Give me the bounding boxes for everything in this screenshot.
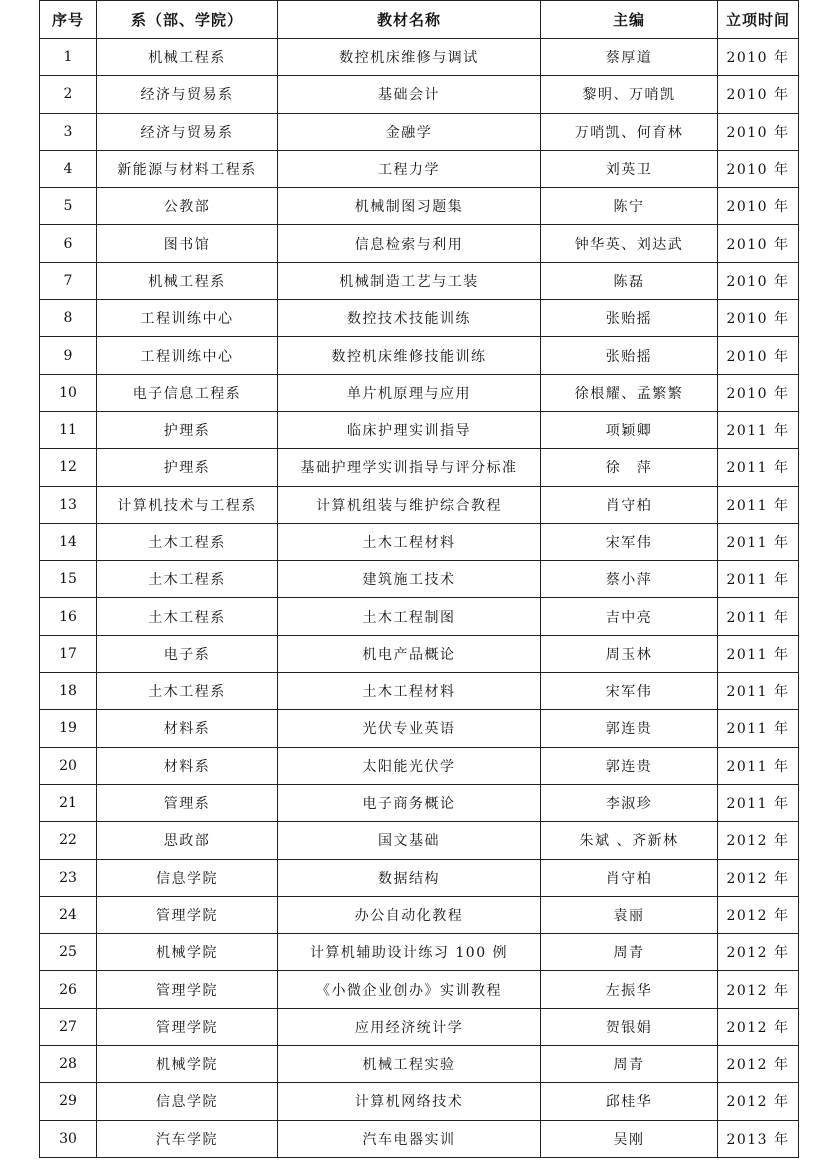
cell-editor: 宋军伟 (541, 523, 718, 560)
header-dept: 系（部、学院） (97, 1, 278, 39)
table-row (40, 971, 799, 1008)
cell-no: 16 (40, 598, 97, 635)
cell-year: 2010 年 (718, 337, 799, 374)
cell-editor: 陈宁 (541, 188, 718, 225)
cell-dept: 土木工程系 (97, 598, 278, 635)
cell-year: 2010 年 (718, 113, 799, 150)
cell-year: 2011 年 (718, 411, 799, 448)
cell-year: 2010 年 (718, 374, 799, 411)
cell-no: 11 (40, 411, 97, 448)
cell-no: 29 (40, 1083, 97, 1120)
cell-dept: 机械工程系 (97, 39, 278, 76)
cell-editor: 郭连贵 (541, 747, 718, 784)
cell-editor: 周玉林 (541, 635, 718, 672)
cell-editor: 徐 萍 (541, 449, 718, 486)
cell-year: 2012 年 (718, 1046, 799, 1083)
cell-dept: 土木工程系 (97, 561, 278, 598)
cell-book: 单片机原理与应用 (278, 374, 541, 411)
cell-no: 8 (40, 300, 97, 337)
cell-editor: 张贻摇 (541, 337, 718, 374)
cell-book: 计算机辅助设计练习 100 例 (278, 934, 541, 971)
cell-no: 7 (40, 262, 97, 299)
cell-dept: 汽车学院 (97, 1120, 278, 1157)
cell-dept: 土木工程系 (97, 523, 278, 560)
cell-year: 2011 年 (718, 486, 799, 523)
cell-no: 19 (40, 710, 97, 747)
table-row (40, 710, 799, 747)
table-row (40, 1046, 799, 1083)
table-header (40, 1, 799, 39)
table-row (40, 188, 799, 225)
table-row (40, 337, 799, 374)
cell-no: 26 (40, 971, 97, 1008)
cell-dept: 公教部 (97, 188, 278, 225)
header-book: 教材名称 (278, 1, 541, 39)
cell-book: 数控机床维修与调试 (278, 39, 541, 76)
cell-editor: 李淑珍 (541, 784, 718, 821)
cell-dept: 土木工程系 (97, 673, 278, 710)
cell-editor: 邱桂华 (541, 1083, 718, 1120)
cell-dept: 经济与贸易系 (97, 76, 278, 113)
cell-book: 计算机网络技术 (278, 1083, 541, 1120)
cell-no: 18 (40, 673, 97, 710)
cell-no: 25 (40, 934, 97, 971)
table-row (40, 300, 799, 337)
cell-year: 2012 年 (718, 1083, 799, 1120)
cell-no: 27 (40, 1008, 97, 1045)
cell-dept: 机械工程系 (97, 262, 278, 299)
cell-book: 数据结构 (278, 859, 541, 896)
table-row (40, 523, 799, 560)
cell-year: 2011 年 (718, 784, 799, 821)
cell-editor: 蔡小萍 (541, 561, 718, 598)
cell-year: 2010 年 (718, 225, 799, 262)
table-row (40, 859, 799, 896)
header-year: 立项时间 (718, 1, 799, 39)
cell-editor: 贺银娟 (541, 1008, 718, 1045)
table-row (40, 449, 799, 486)
cell-book: 计算机组装与维护综合教程 (278, 486, 541, 523)
cell-editor: 肖守柏 (541, 859, 718, 896)
cell-no: 20 (40, 747, 97, 784)
cell-dept: 图书馆 (97, 225, 278, 262)
cell-year: 2010 年 (718, 262, 799, 299)
cell-dept: 经济与贸易系 (97, 113, 278, 150)
cell-year: 2011 年 (718, 673, 799, 710)
cell-book: 太阳能光伏学 (278, 747, 541, 784)
cell-year: 2012 年 (718, 934, 799, 971)
cell-editor: 陈磊 (541, 262, 718, 299)
cell-year: 2011 年 (718, 747, 799, 784)
cell-book: 基础护理学实训指导与评分标准 (278, 449, 541, 486)
table-row (40, 262, 799, 299)
table-row (40, 896, 799, 933)
cell-book: 机械制造工艺与工装 (278, 262, 541, 299)
cell-no: 3 (40, 113, 97, 150)
cell-year: 2012 年 (718, 822, 799, 859)
cell-dept: 材料系 (97, 710, 278, 747)
cell-year: 2011 年 (718, 710, 799, 747)
textbook-table (39, 0, 799, 1158)
cell-book: 数控技术技能训练 (278, 300, 541, 337)
cell-editor: 张贻摇 (541, 300, 718, 337)
cell-no: 1 (40, 39, 97, 76)
cell-editor: 左振华 (541, 971, 718, 1008)
table-row (40, 673, 799, 710)
cell-dept: 新能源与材料工程系 (97, 150, 278, 187)
cell-dept: 计算机技术与工程系 (97, 486, 278, 523)
cell-editor: 吉中亮 (541, 598, 718, 635)
table-row (40, 113, 799, 150)
cell-editor: 钟华英、刘达武 (541, 225, 718, 262)
table-row (40, 561, 799, 598)
cell-book: 光伏专业英语 (278, 710, 541, 747)
cell-dept: 工程训练中心 (97, 337, 278, 374)
cell-book: 《小微企业创办》实训教程 (278, 971, 541, 1008)
cell-year: 2013 年 (718, 1120, 799, 1157)
cell-book: 数控机床维修技能训练 (278, 337, 541, 374)
cell-editor: 周青 (541, 934, 718, 971)
cell-year: 2010 年 (718, 39, 799, 76)
cell-dept: 电子系 (97, 635, 278, 672)
table-row (40, 1008, 799, 1045)
cell-no: 23 (40, 859, 97, 896)
cell-book: 金融学 (278, 113, 541, 150)
cell-book: 国文基础 (278, 822, 541, 859)
table-row (40, 934, 799, 971)
cell-editor: 万哨凯、何育林 (541, 113, 718, 150)
cell-no: 2 (40, 76, 97, 113)
header-row (40, 1, 799, 39)
cell-editor: 黎明、万哨凯 (541, 76, 718, 113)
cell-year: 2010 年 (718, 188, 799, 225)
cell-editor: 刘英卫 (541, 150, 718, 187)
cell-book: 机械制图习题集 (278, 188, 541, 225)
cell-editor: 项颖卿 (541, 411, 718, 448)
cell-year: 2012 年 (718, 971, 799, 1008)
cell-book: 电子商务概论 (278, 784, 541, 821)
cell-book: 应用经济统计学 (278, 1008, 541, 1045)
header-editor: 主编 (541, 1, 718, 39)
cell-book: 土木工程材料 (278, 673, 541, 710)
cell-dept: 管理系 (97, 784, 278, 821)
cell-no: 30 (40, 1120, 97, 1157)
cell-year: 2010 年 (718, 150, 799, 187)
cell-year: 2012 年 (718, 896, 799, 933)
table-row (40, 784, 799, 821)
cell-year: 2011 年 (718, 523, 799, 560)
cell-no: 28 (40, 1046, 97, 1083)
table-row (40, 598, 799, 635)
cell-dept: 思政部 (97, 822, 278, 859)
cell-no: 22 (40, 822, 97, 859)
cell-editor: 宋军伟 (541, 673, 718, 710)
cell-no: 4 (40, 150, 97, 187)
table-row (40, 411, 799, 448)
cell-book: 土木工程制图 (278, 598, 541, 635)
cell-year: 2011 年 (718, 561, 799, 598)
cell-dept: 护理系 (97, 411, 278, 448)
cell-editor: 朱斌 、齐新林 (541, 822, 718, 859)
cell-year: 2011 年 (718, 635, 799, 672)
table-body (40, 39, 799, 1158)
cell-no: 9 (40, 337, 97, 374)
cell-dept: 材料系 (97, 747, 278, 784)
cell-no: 10 (40, 374, 97, 411)
table-row (40, 1120, 799, 1157)
cell-no: 5 (40, 188, 97, 225)
cell-year: 2012 年 (718, 1008, 799, 1045)
table-row (40, 1083, 799, 1120)
cell-dept: 工程训练中心 (97, 300, 278, 337)
cell-year: 2010 年 (718, 300, 799, 337)
cell-no: 15 (40, 561, 97, 598)
cell-editor: 徐根耀、孟繁繁 (541, 374, 718, 411)
table-row (40, 76, 799, 113)
cell-no: 24 (40, 896, 97, 933)
cell-dept: 信息学院 (97, 859, 278, 896)
cell-book: 机械工程实验 (278, 1046, 541, 1083)
cell-dept: 信息学院 (97, 1083, 278, 1120)
cell-book: 信息检索与利用 (278, 225, 541, 262)
header-no: 序号 (40, 1, 97, 39)
cell-book: 机电产品概论 (278, 635, 541, 672)
cell-no: 6 (40, 225, 97, 262)
cell-year: 2011 年 (718, 449, 799, 486)
cell-no: 13 (40, 486, 97, 523)
table-row (40, 39, 799, 76)
cell-year: 2011 年 (718, 598, 799, 635)
cell-no: 12 (40, 449, 97, 486)
table-bottom-border (39, 1157, 798, 1158)
table-row (40, 635, 799, 672)
cell-editor: 郭连贵 (541, 710, 718, 747)
cell-dept: 管理学院 (97, 1008, 278, 1045)
table-row (40, 822, 799, 859)
cell-dept: 管理学院 (97, 896, 278, 933)
table-row (40, 486, 799, 523)
cell-no: 17 (40, 635, 97, 672)
cell-book: 基础会计 (278, 76, 541, 113)
table-row (40, 150, 799, 187)
cell-editor: 吴刚 (541, 1120, 718, 1157)
cell-no: 21 (40, 784, 97, 821)
cell-no: 14 (40, 523, 97, 560)
cell-editor: 周青 (541, 1046, 718, 1083)
cell-dept: 机械学院 (97, 1046, 278, 1083)
cell-editor: 袁丽 (541, 896, 718, 933)
cell-book: 汽车电器实训 (278, 1120, 541, 1157)
cell-dept: 护理系 (97, 449, 278, 486)
cell-year: 2012 年 (718, 859, 799, 896)
cell-book: 办公自动化教程 (278, 896, 541, 933)
cell-book: 土木工程材料 (278, 523, 541, 560)
cell-year: 2010 年 (718, 76, 799, 113)
cell-dept: 电子信息工程系 (97, 374, 278, 411)
cell-editor: 肖守柏 (541, 486, 718, 523)
cell-book: 临床护理实训指导 (278, 411, 541, 448)
table-row (40, 225, 799, 262)
cell-editor: 蔡厚道 (541, 39, 718, 76)
cell-book: 工程力学 (278, 150, 541, 187)
cell-dept: 机械学院 (97, 934, 278, 971)
table-row (40, 374, 799, 411)
cell-dept: 管理学院 (97, 971, 278, 1008)
cell-book: 建筑施工技术 (278, 561, 541, 598)
table-row (40, 747, 799, 784)
